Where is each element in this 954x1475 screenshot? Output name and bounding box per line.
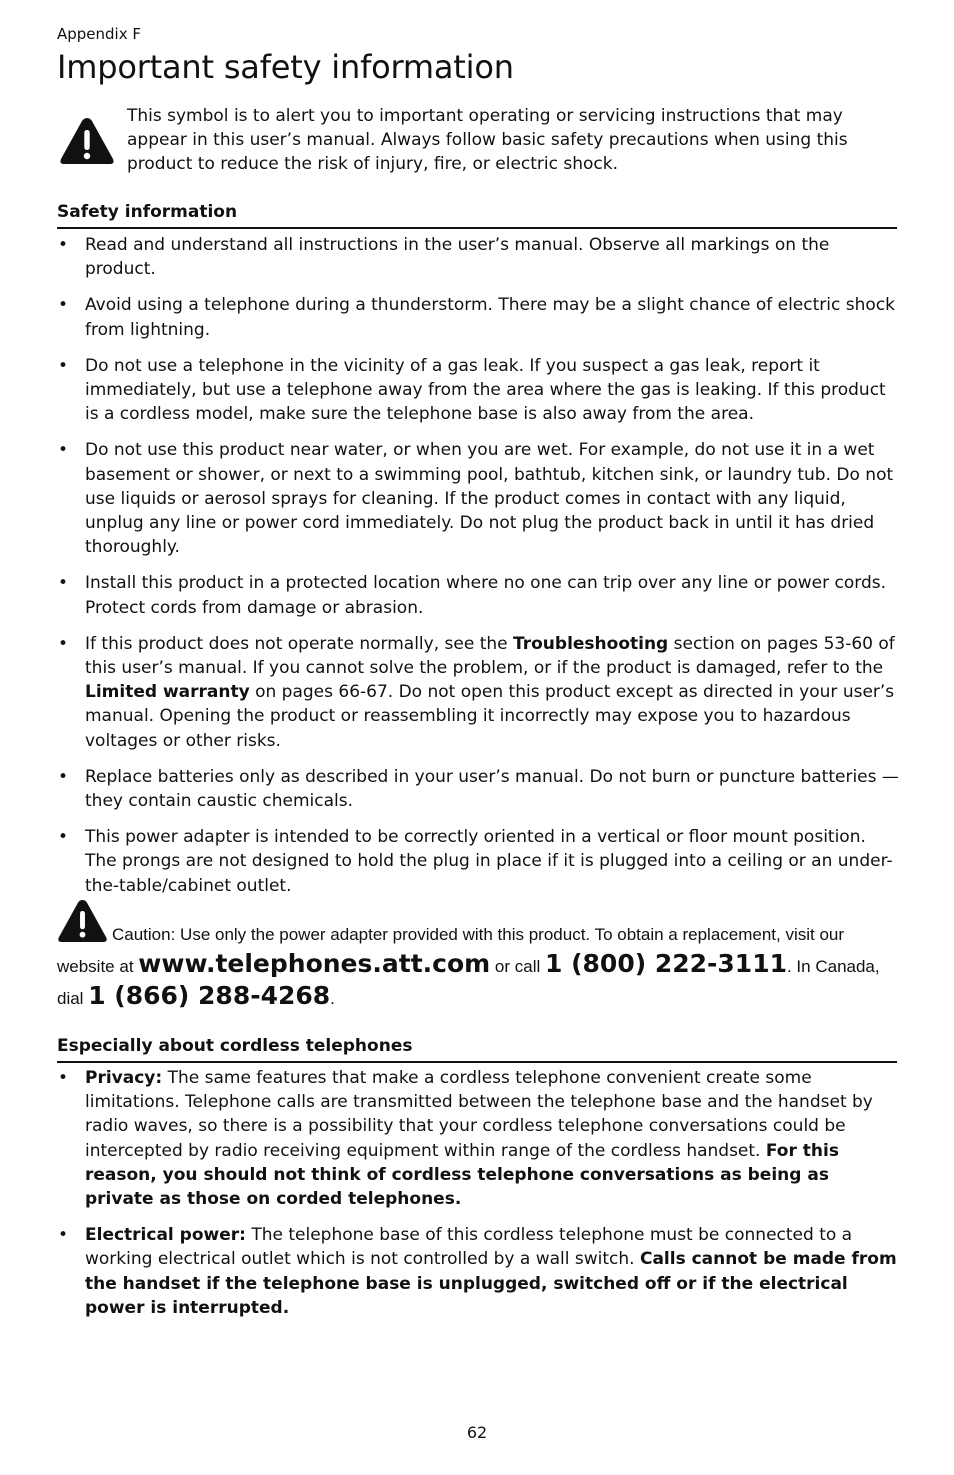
cordless-heading: Especially about cordless telephones [57, 1035, 897, 1063]
page-title: Important safety information [57, 48, 514, 86]
safety-heading: Safety information [57, 201, 897, 229]
list-item: • Avoid using a telephone during a thunderstorm. There may be a slight chance of electric shock from lightning. [58, 295, 895, 340]
list-item: • This power adapter is intended to be correctly oriented in a vertical or floor mount position. The prongs are not designed to hold the plug in place if it is plugged into a ceiling or an under-the-table/cabinet outlet. [58, 827, 893, 896]
appendix-label: Appendix F [57, 25, 142, 43]
limited-warranty-ref: Limited warranty [85, 682, 250, 703]
item-text: section on pages 53-60 of this user’s manual. If you cannot solve the problem, or if the product is damaged, refer to the [85, 633, 895, 679]
page-number: 62 [466, 1423, 488, 1442]
item-text: Install this product in a protected location where no one can trip over any line or power cords. Protect cords from damage or abrasion. [85, 573, 887, 618]
item-text: Do not use a telephone in the vicinity of a gas leak. If you suspect a gas leak, report it immediately, but use a telephone away from the area where the gas is leaking. If this product is a cordless model, make sure the telephone base is also away from the area. [85, 355, 886, 425]
item-emphasis: For this reason, you should not think of cordless telephone conversations as being as private as those on corded telephones. [85, 1140, 839, 1210]
safety-list [57, 233, 899, 910]
item-text: The same features that make a cordless telephone convenient create some limitations. Telephone calls are transmitted between the telephone base and the handset by radio waves, so there is a possibility that your cordless telephone conversations could be intercepted by radio receiving equipment within range of the cordless handset. [85, 1068, 873, 1161]
cordless-list [57, 1066, 899, 1332]
list-item: • Install this product in a protected location where no one can trip over any line or power cords. Protect cords from damage or abrasion. [58, 573, 887, 618]
list-item: • If this product does not operate normally, see the Troubleshooting section on pages 53-60 of this user’s manual. If you cannot solve the problem, or if the product is damaged, refer to the Limited warranty on pages 66-67. Do not open this product except as directed in your user’s manual. Opening the product or reassembling it incorrectly may expose you to hazardous voltages or other risks. [58, 633, 895, 751]
list-item: • Electrical power: The telephone base of this cordless telephone must be connected to a working electrical outlet which is not controlled by a wall switch. Calls cannot be made from the handset if the telephone base is unplugged, switched off or if the electrical power is interrupted. [58, 1225, 897, 1318]
item-label: Privacy: [85, 1068, 163, 1088]
item-text: on pages 66-67. Do not open this product except as directed in your user’s manual. Opening the product or reassembling it incorrectly may expose you to hazardous voltages or other risks. [85, 682, 895, 751]
caution-text: . In Canada, dial [57, 957, 880, 1008]
item-text: Avoid using a telephone during a thunderstorm. There may be a slight chance of electric shock from lightning. [85, 295, 895, 340]
item-text: Replace batteries only as described in your user’s manual. Do not burn or puncture batteries — they contain caustic chemicals. [85, 766, 899, 812]
item-text: Read and understand all instructions in the user’s manual. Observe all markings on the product. [85, 235, 830, 280]
item-text: Do not use this product near water, or when you are wet. For example, do not use it in a wet basement or shower, or next to a swimming pool, bathtub, kitchen sink, or laundry tub. Do not use liquids or aerosol sprays for cleaning. If the product comes in contact with any liquid, unplug any line or power cord immediately. Do not plug the product back in until it has dried thoroughly. [85, 440, 894, 558]
caution-text: or call [490, 957, 545, 976]
warning-triangle-icon [59, 116, 115, 166]
item-text: The telephone base of this cordless telephone must be connected to a working electrical outlet which is not controlled by a wall switch. [85, 1225, 853, 1270]
list-item: • Do not use a telephone in the vicinity of a gas leak. If you suspect a gas leak, report it immediately, but use a telephone away from the area where the gas is leaking. If this product is a cordless model, make sure the telephone base is also away from the area. [58, 355, 886, 425]
item-text: If this product does not operate normally, see the [85, 633, 513, 654]
troubleshooting-ref: Troubleshooting [513, 633, 669, 654]
warning-triangle-icon [57, 898, 108, 944]
list-item: • Replace batteries only as described in your user’s manual. Do not burn or puncture batteries — they contain caustic chemicals. [58, 766, 899, 812]
caution-text: . [330, 989, 335, 1008]
caution-text: Caution: Use only the power adapter provided with this product. To obtain a replacement, visit our website at [57, 925, 845, 976]
list-item: • Read and understand all instructions in the user’s manual. Observe all markings on the product. [58, 235, 830, 280]
list-item: • Privacy: The same features that make a cordless telephone convenient create some limitations. Telephone calls are transmitted between the telephone base and the handset by radio waves, so there is a possibility that your cordless telephone conversations could be intercepted by radio receiving equipment within range of the cordless handset. For this reason, you should not think of cordless telephone conversations as being as private as those on corded telephones. [58, 1068, 873, 1210]
phone-us: 1 (800) 222-3111 [545, 949, 787, 978]
website-link[interactable]: www.telephones.att.com [138, 949, 491, 978]
intro-text: This symbol is to alert you to important operating or servicing instructions that may appear in this user’s manual. Always follow basic safety precautions when using this product to reduce the risk of injury, fire, or electric shock. [127, 106, 848, 174]
item-emphasis: Calls cannot be made from the handset if the telephone base is unplugged, switched off or if the electrical power is interrupted. [85, 1249, 897, 1318]
phone-canada: 1 (866) 288-4268 [88, 981, 331, 1010]
list-item: • Do not use this product near water, or when you are wet. For example, do not use it in a wet basement or shower, or next to a swimming pool, bathtub, kitchen sink, or laundry tub. Do not use liquids or aerosol sprays for cleaning. If the product comes in contact with any liquid, unplug any line or power cord immediately. Do not plug the product back in until it has dried thoroughly. [58, 440, 894, 558]
caution-block [57, 898, 899, 1013]
item-label: Electrical power: [85, 1225, 246, 1246]
item-text: This power adapter is intended to be correctly oriented in a vertical or floor mount position. The prongs are not designed to hold the plug in place if it is plugged into a ceiling or an under-the-table/cabinet outlet. [85, 827, 893, 896]
